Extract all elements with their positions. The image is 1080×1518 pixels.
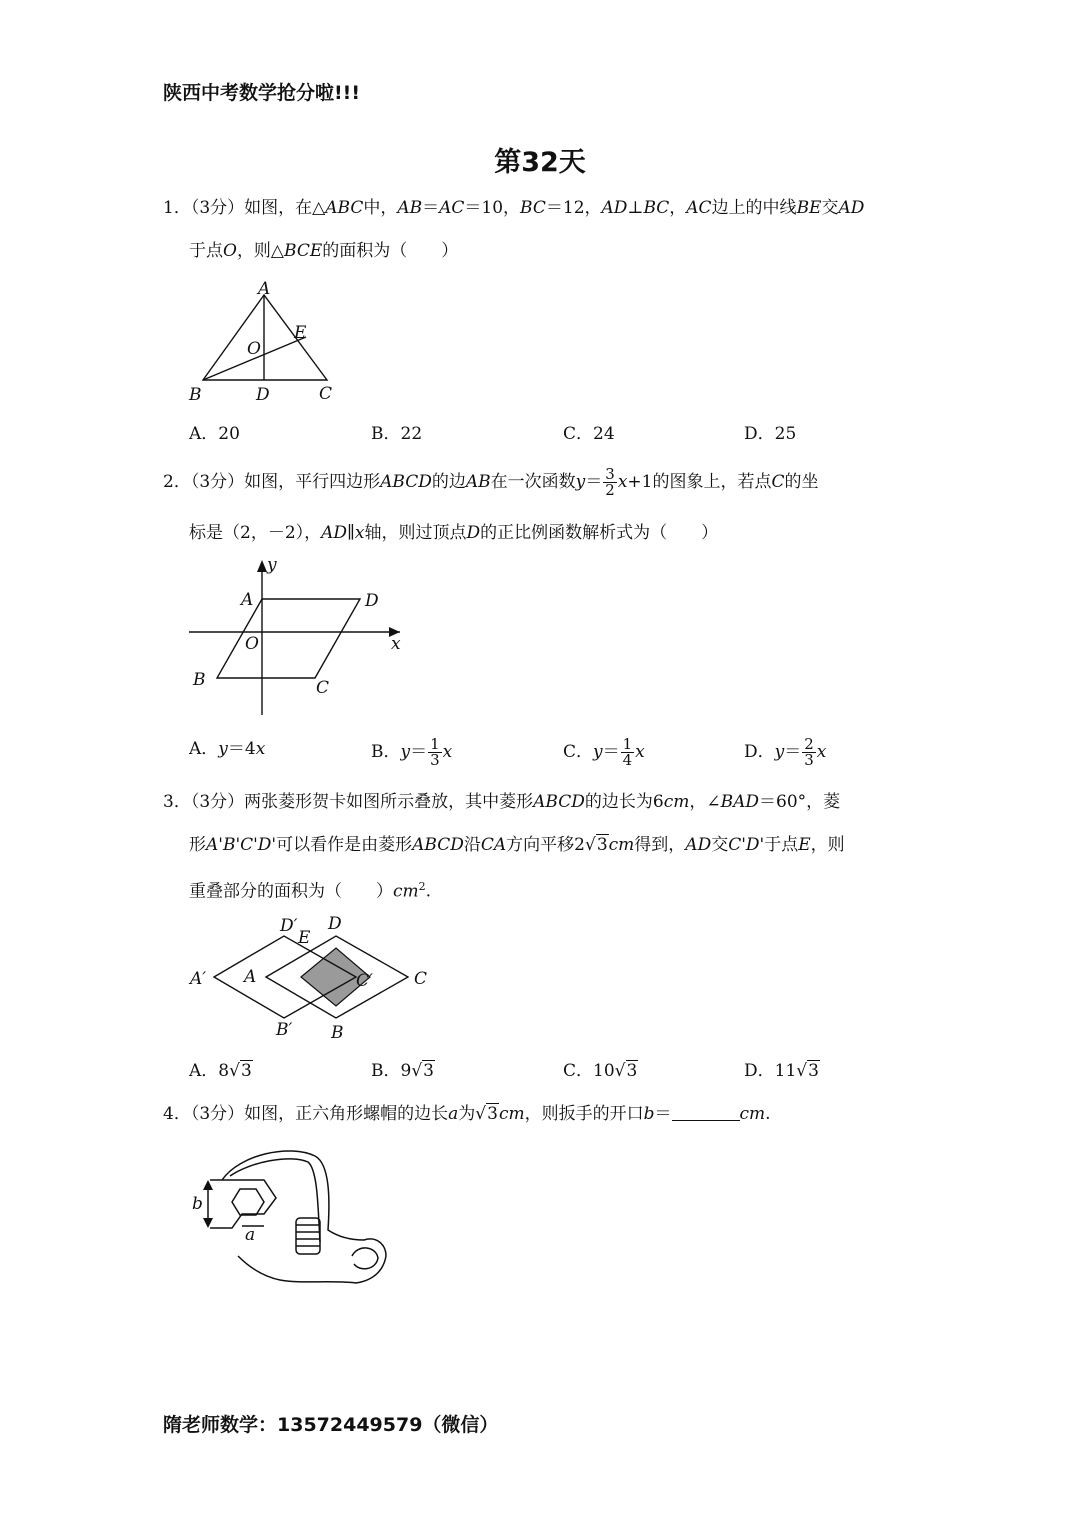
q1-term: AD: [601, 198, 628, 218]
q2-fraction: [603, 467, 617, 498]
q1-text: ＝10，: [464, 198, 521, 218]
q1-text: 的面积为（ ）: [322, 241, 459, 261]
q2-text: +1的图象上，若点: [627, 472, 772, 492]
q1-label-c: C: [319, 384, 333, 404]
page-header: 陕西中考数学抢分啦!!!: [163, 82, 360, 104]
fraction-denominator: 3: [430, 751, 440, 769]
q1-option-b[interactable]: [371, 422, 422, 446]
q3-label-d-prime: D′: [280, 916, 298, 936]
q3-option-a[interactable]: [189, 1059, 253, 1083]
q4-adjust-screw: [296, 1218, 320, 1254]
page-footer: 隋老师数学：13572449579（微信）: [163, 1414, 499, 1436]
option-letter: A．: [189, 1061, 219, 1081]
q4-text: 如图，正六角形螺帽的边长: [244, 1104, 449, 1124]
q1-option-d[interactable]: [744, 422, 796, 446]
q3-sqrt: √3: [584, 835, 608, 855]
q2-text: 在一次函数: [490, 472, 576, 492]
option-letter: C．: [563, 1061, 594, 1081]
q1-option-a[interactable]: [189, 422, 240, 446]
option-var: y: [218, 739, 228, 759]
option-value: 8: [218, 1061, 230, 1081]
q4-label-a: a: [245, 1225, 256, 1245]
q2-term: C: [771, 472, 785, 492]
q1-triangle-figure: [180, 275, 350, 410]
q3-line2: [189, 833, 845, 857]
q2-label-d: D: [365, 591, 379, 611]
q3-line1: [163, 790, 840, 814]
option-sqrt: √3: [796, 1061, 819, 1081]
sqrt-radicand: 3: [487, 1104, 498, 1124]
q1-text: 中，: [363, 198, 398, 218]
q2-line1: [163, 467, 819, 498]
fraction-denominator: 2: [605, 481, 615, 499]
q4-arrow-down-icon: [203, 1218, 213, 1228]
q1-text: ＝: [422, 198, 440, 218]
q3-number: 3．: [163, 792, 191, 812]
option-var: y: [593, 742, 603, 762]
option-fraction: [621, 737, 635, 768]
q1-label-o: O: [247, 339, 261, 359]
q3-text: 于点: [764, 835, 799, 855]
q1-text: ，则△: [236, 241, 285, 261]
sqrt-radicand: 3: [626, 1061, 638, 1081]
q1-triangle-abc: [203, 295, 327, 380]
q1-term: O: [223, 241, 237, 261]
q1-label-a: A: [258, 279, 271, 299]
option-value: 25: [774, 424, 797, 444]
q3-term: BAD: [720, 792, 760, 812]
q2-term: D: [466, 523, 481, 543]
q3-label-b: B: [331, 1023, 344, 1043]
q2-term: x: [354, 523, 365, 543]
q4-term: cm: [498, 1104, 525, 1124]
q3-term: A'B'C'D': [206, 835, 277, 855]
q1-text: ，: [669, 198, 687, 218]
q3-text: 可以看作是由菱形: [276, 835, 413, 855]
q3-label-b-prime: B′: [276, 1020, 293, 1040]
sqrt-radicand: 3: [808, 1061, 819, 1081]
fraction-denominator: 3: [804, 751, 814, 769]
option-value: 22: [400, 424, 423, 444]
q4-term: a: [448, 1104, 459, 1124]
q3-label-c-prime: C′: [356, 971, 373, 991]
q3-score: （3分）: [190, 792, 245, 812]
option-eq: ＝: [410, 742, 428, 762]
q3-line3: [189, 875, 431, 904]
q3-term: ABCD: [533, 792, 585, 812]
q3-label-a-prime: A′: [190, 969, 207, 989]
q1-score: （3分）: [190, 198, 245, 218]
q1-term: AB: [397, 198, 423, 218]
sqrt-radicand: 3: [596, 835, 608, 855]
q2-parallelogram-figure: [180, 552, 420, 722]
q2-text: ＝: [585, 472, 603, 492]
sqrt-radicand: 3: [423, 1061, 434, 1081]
q4-jaw: [210, 1180, 276, 1228]
q1-term: BC: [520, 198, 546, 218]
q3-term: cm: [393, 881, 419, 902]
fraction-numerator: 2: [804, 735, 814, 753]
q2-text: 的坐: [784, 472, 819, 492]
q1-term: AD: [838, 198, 865, 218]
q3-term: cm: [608, 835, 635, 855]
q2-line2: [189, 521, 718, 545]
q2-score: （3分）: [190, 472, 245, 492]
q1-line2: [189, 239, 458, 263]
q1-text: ＝12，: [545, 198, 602, 218]
fraction-denominator: 4: [622, 751, 633, 769]
page-title: 第32天: [494, 147, 586, 178]
option-fraction: [802, 737, 816, 768]
option-var: x: [816, 742, 827, 762]
option-var: x: [635, 742, 645, 762]
option-letter: C．: [563, 742, 594, 762]
q2-label-x: x: [391, 634, 401, 654]
q4-hexagon-nut: [232, 1189, 264, 1215]
q3-term: C'D': [728, 835, 765, 855]
q2-label-c: C: [316, 678, 330, 698]
q3-text: 得到，: [634, 835, 686, 855]
fraction-numerator: 1: [622, 735, 633, 753]
q3-option-b[interactable]: [371, 1059, 435, 1083]
q1-text: 如图，在△: [244, 198, 326, 218]
option-value: 11: [774, 1061, 797, 1081]
q2-label-o: O: [245, 634, 259, 654]
q1-term: BCE: [284, 241, 323, 261]
q1-label-b: B: [189, 385, 202, 405]
q3-text: ，∠: [689, 792, 721, 812]
q1-text: 边上的中线: [711, 198, 797, 218]
q3-text: 交: [711, 835, 729, 855]
q2-y-arrow-icon: [257, 560, 267, 572]
q4-arrow-up-icon: [203, 1180, 213, 1190]
q2-text: 标是（2，－2），: [189, 523, 322, 543]
q3-label-d: D: [328, 914, 342, 934]
q4-score: （3分）: [190, 1104, 245, 1124]
q3-text: ＝60°，菱: [759, 792, 841, 812]
q1-option-c[interactable]: [563, 422, 615, 446]
q4-label-b: b: [192, 1194, 203, 1214]
q1-label-e: E: [294, 323, 307, 343]
q1-number: 1．: [163, 198, 191, 218]
option-letter: D．: [744, 742, 775, 762]
option-var: x: [442, 742, 453, 762]
q1-text: ⊥: [627, 198, 644, 218]
q3-term: CA: [480, 835, 507, 855]
q3-text: 形: [189, 835, 206, 855]
option-sqrt: √3: [229, 1061, 252, 1081]
q1-line1: [163, 196, 864, 220]
option-letter: B．: [371, 1061, 401, 1081]
q4-text: ＝: [654, 1104, 672, 1124]
q4-sqrt: √3: [475, 1104, 498, 1124]
q1-term: AC: [686, 198, 712, 218]
q2-text: 轴，则过顶点: [364, 523, 467, 543]
q2-option-d[interactable]: [744, 737, 826, 768]
q3-term: AD: [685, 835, 712, 855]
q4-number: 4．: [163, 1104, 191, 1124]
option-eq: ＝4: [227, 739, 256, 759]
option-var: x: [255, 739, 266, 759]
q4-wrench-outline: [222, 1151, 386, 1283]
q4-answer-blank[interactable]: [672, 1102, 740, 1121]
q4-text: 为: [458, 1104, 476, 1124]
q1-term: AC: [439, 198, 465, 218]
q4-line1: [163, 1102, 771, 1126]
q2-label-a: A: [241, 590, 254, 610]
q1-term: BE: [796, 198, 822, 218]
option-letter: B．: [371, 424, 401, 444]
q2-term: ABCD: [380, 472, 432, 492]
q3-term: cm: [663, 792, 690, 812]
q3-text: 的边长为6: [584, 792, 664, 812]
q4-wrench-figure: [180, 1140, 400, 1290]
q2-term: x: [617, 472, 628, 492]
q3-text: 沿: [463, 835, 481, 855]
q1-term: ABC: [325, 198, 364, 218]
q2-option-b[interactable]: [371, 737, 452, 768]
q3-text: ，则: [810, 835, 845, 855]
fraction-numerator: 1: [430, 735, 440, 753]
q3-superscript: 2: [418, 880, 426, 893]
option-sqrt: √3: [411, 1061, 434, 1081]
q2-label-y: y: [267, 555, 277, 575]
q3-term: E: [798, 835, 811, 855]
sqrt-radicand: 3: [240, 1061, 252, 1081]
q3-term: ABCD: [412, 835, 464, 855]
q1-term: BC: [643, 198, 670, 218]
q4-term: b: [643, 1104, 655, 1124]
q2-term: y: [575, 472, 586, 492]
option-letter: B．: [371, 742, 401, 762]
q1-label-d: D: [256, 385, 270, 405]
option-sqrt: √3: [614, 1061, 638, 1081]
q1-text: 交: [821, 198, 839, 218]
q2-text: ∥: [347, 523, 355, 543]
q2-option-a[interactable]: [189, 737, 265, 761]
q2-option-c[interactable]: [563, 737, 645, 768]
option-letter: A．: [189, 424, 219, 444]
q2-term: AD: [321, 523, 348, 543]
q3-text: 重叠部分的面积为（ ）: [189, 881, 393, 902]
option-letter: D．: [744, 1061, 775, 1081]
option-letter: A．: [189, 739, 219, 759]
q3-label-e: E: [298, 928, 311, 948]
option-var: y: [400, 742, 411, 762]
q3-rhombus-figure: [180, 910, 440, 1045]
option-value: 10: [593, 1061, 615, 1081]
q3-text: .: [425, 881, 432, 902]
option-fraction: [428, 737, 442, 768]
q3-label-a: A: [244, 967, 257, 987]
fraction-numerator: 3: [605, 465, 615, 483]
option-value: 20: [218, 424, 240, 444]
q4-wrench-hole: [352, 1248, 378, 1269]
q2-text: 如图，平行四边形: [244, 472, 381, 492]
option-eq: ＝: [602, 742, 620, 762]
q4-term: cm: [739, 1104, 766, 1124]
q2-term: AB: [465, 472, 491, 492]
q2-label-b: B: [193, 670, 206, 690]
option-letter: D．: [744, 424, 775, 444]
q3-option-c[interactable]: [563, 1059, 638, 1083]
q2-parallelogram-abcd: [217, 599, 360, 678]
q1-text: 于点: [189, 241, 223, 261]
q3-text: 方向平移2: [506, 835, 585, 855]
option-value: 24: [593, 424, 615, 444]
option-letter: C．: [563, 424, 594, 444]
q4-text: ，则扳手的开口: [524, 1104, 644, 1124]
q2-text: 的正比例函数解析式为（ ）: [480, 523, 719, 543]
q3-option-d[interactable]: [744, 1059, 820, 1083]
q4-text: .: [765, 1104, 771, 1124]
q3-label-c: C: [414, 969, 428, 989]
option-var: y: [774, 742, 785, 762]
q2-number: 2．: [163, 472, 191, 492]
option-eq: ＝: [784, 742, 802, 762]
q3-text: 两张菱形贺卡如图所示叠放，其中菱形: [244, 792, 534, 812]
option-value: 9: [400, 1061, 412, 1081]
q2-text: 的边: [431, 472, 466, 492]
